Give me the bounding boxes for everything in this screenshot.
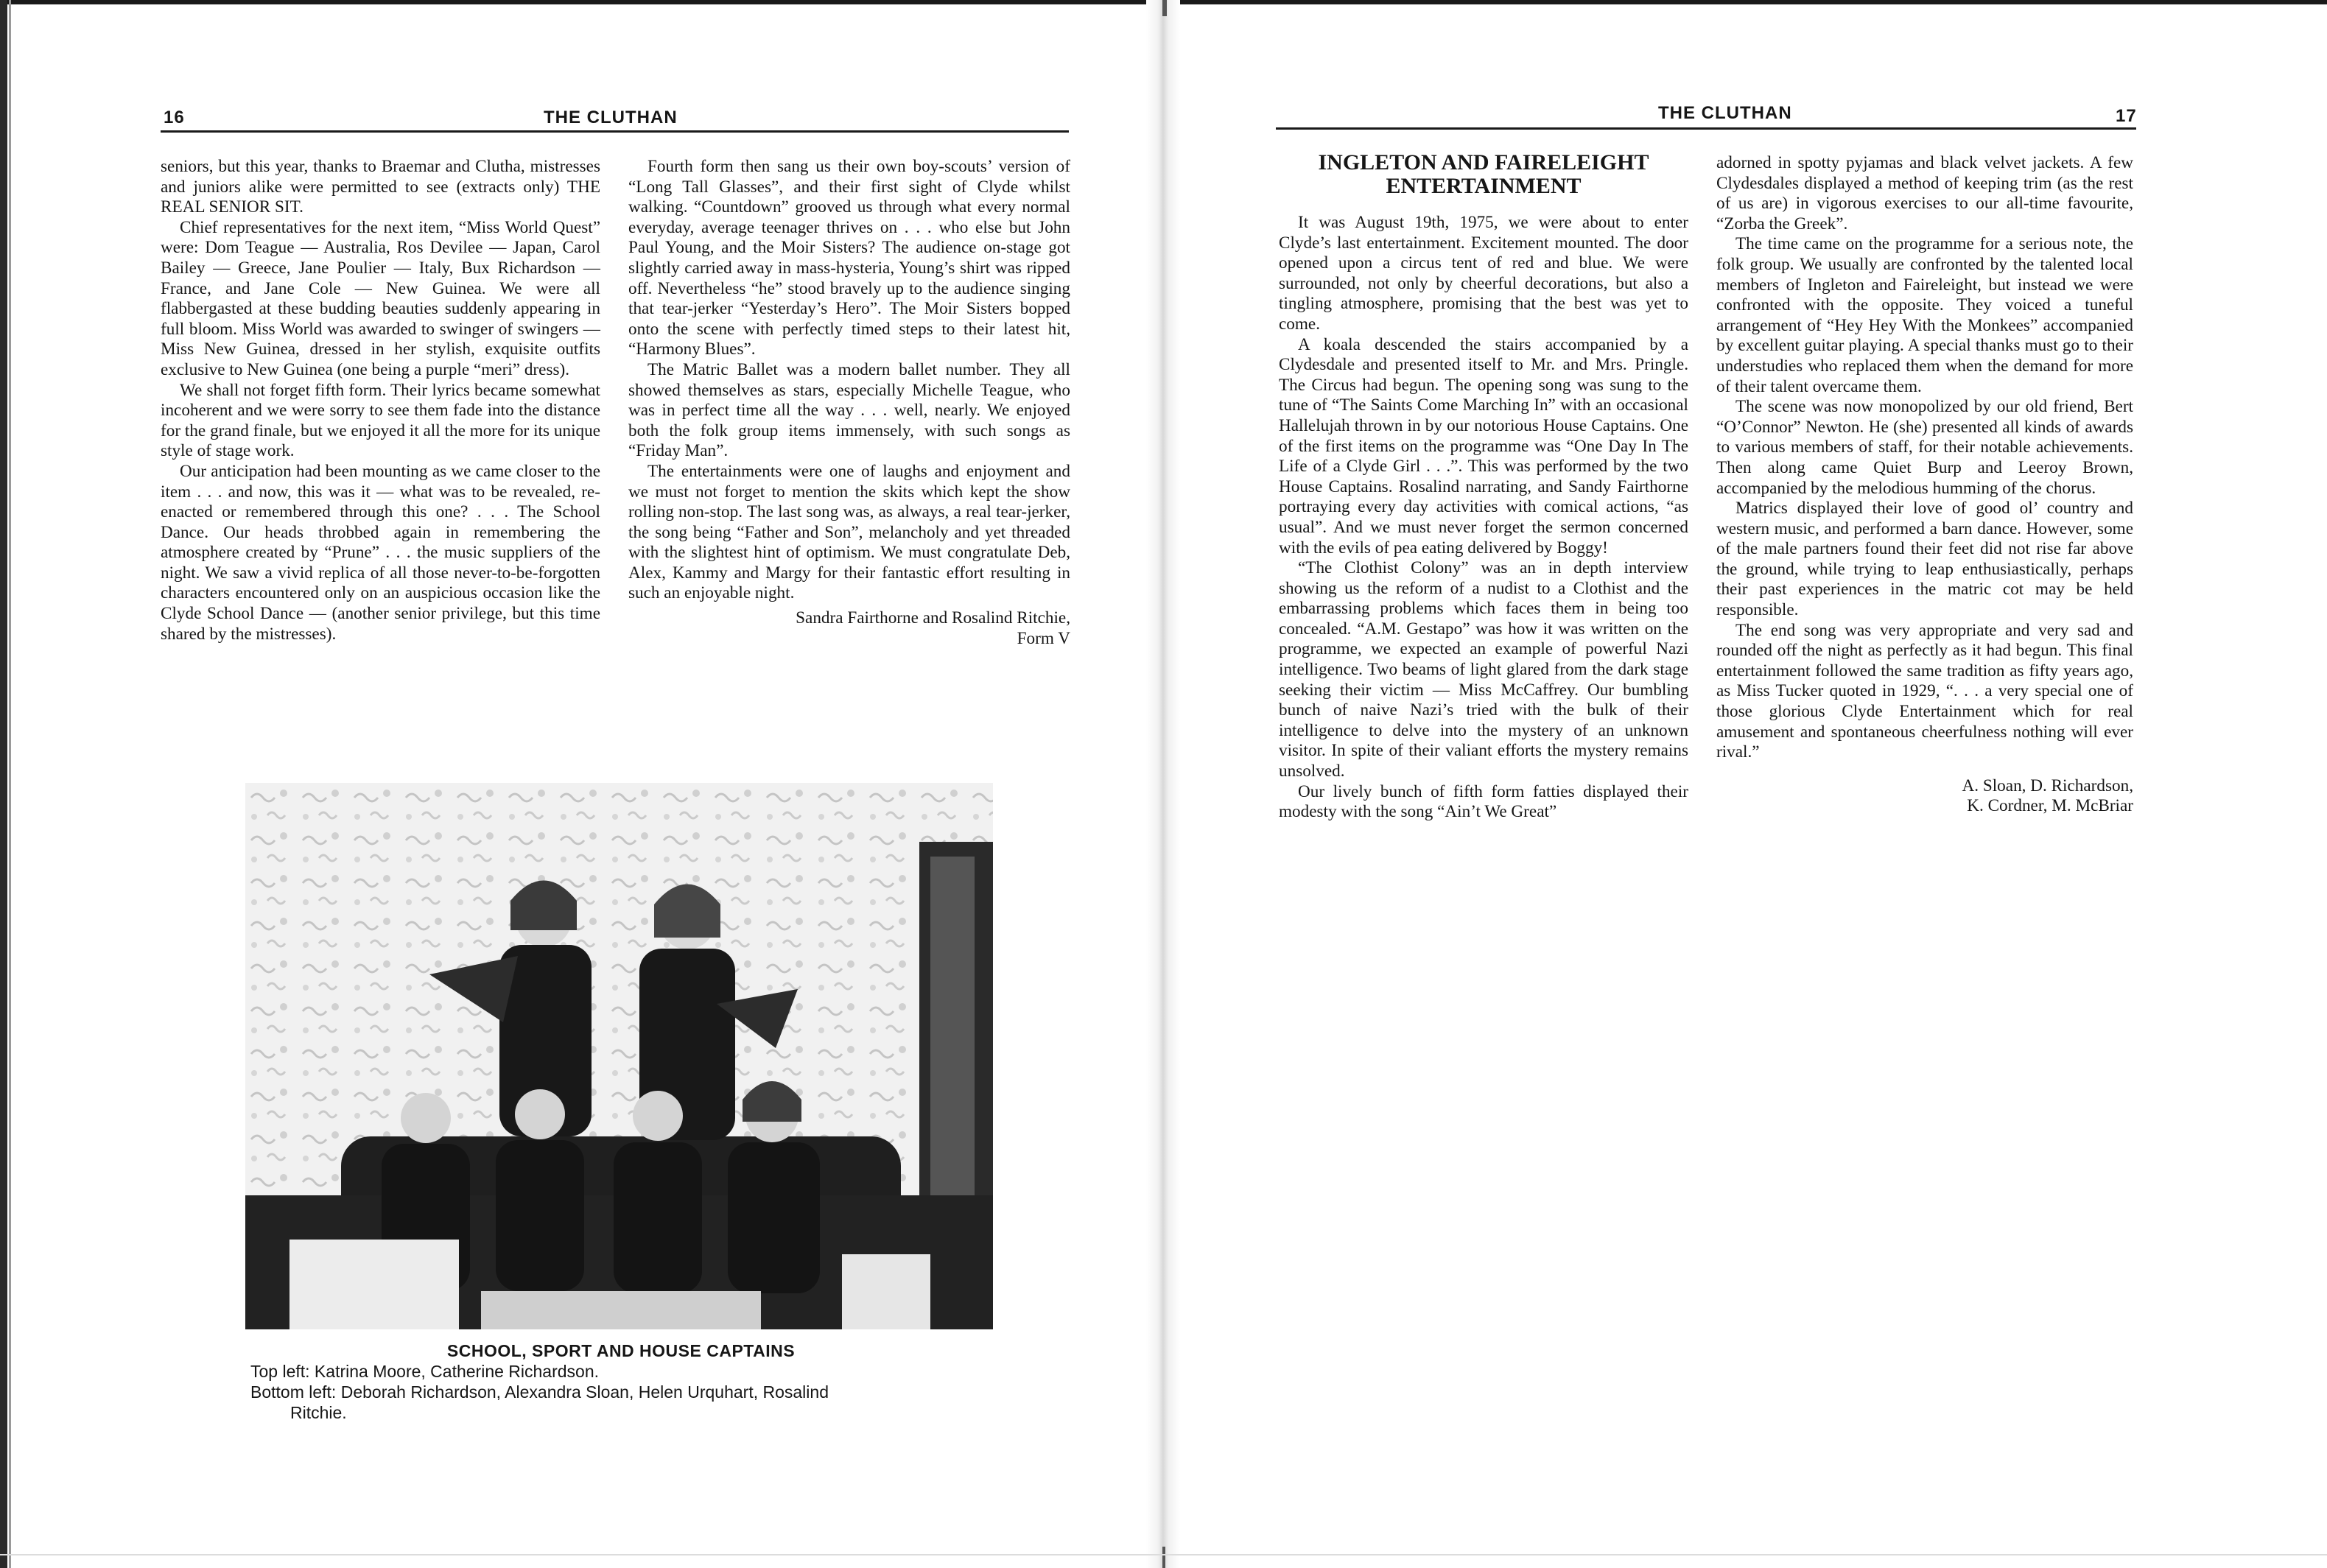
paragraph: A koala descended the stairs accompanied by a Clydesdale and presented itself to Mr. and Mrs. Pringle. The Circus had begun. The opening song was sung to the tune of “The Saints Come Marching In” with an occasional Hallelujah thrown in by our notorious House Captains. One of the first items on the programme was “One Day In The Life of a Clyde Girl . . .”. This was performed by the two House Captains. Rosalind narrating, and Sandy Fairthorne portraying every day activities with comical actions, “as usual”. And we must never forget the sermon concerned with the evils of pea eating delivered by Boggy! <box>1279 334 1688 558</box>
caption-line: Ritchie. <box>290 1403 347 1422</box>
paragraph: We shall not forget fifth form. Their lyrics became somewhat incoherent and we were sorry to see them fade into the distance for the grand finale, but we enjoyed it all the more for its unique style of stage work. <box>161 380 600 461</box>
article-signature <box>1716 776 2133 817</box>
page-number: 17 <box>2116 106 2137 126</box>
paragraph: The entertainments were one of laughs and enjoyment and we must not forget to mention the skits which kept the show rolling non-stop. The last song was, as always, a real tear-jerker, the song being “Father and Son”, melancholy and yet threaded with the slightest hint of optimism. We must congratulate Deb, Alex, Kammy and Margy for their fantastic effort resulting in such an enjoyable night. <box>628 461 1070 603</box>
left-page <box>0 0 1149 1568</box>
running-head: THE CLUTHAN <box>544 108 678 127</box>
paragraph: It was August 19th, 1975, we were about to enter Clyde’s last entertainment. Excitement mounted. The door opened upon a circus tent of red and blue. We were surrounded, not only by cheerful decorations, but also a tingling atmosphere, promising that the best was yet to come. <box>1279 213 1688 334</box>
book-spine <box>1146 0 1180 1568</box>
paragraph: The Matric Ballet was a modern ballet number. They all showed themselves as stars, especially Michelle Teague, who was in perfect time all the way . . . well, nearly. We enjoyed both the folk group items immensely, with such songs as “Friday Man”. <box>628 359 1070 461</box>
article-column-1 <box>161 157 600 644</box>
paragraph: Matrics displayed their love of good ol’ country and western music, and performed a barn dance. However, some of the male partners found their feet did not rise far above the ground, while trying to leap enthusiastically, perhaps their past experiences in the matric cot may be held responsible. <box>1716 499 2133 620</box>
caption-title: SCHOOL, SPORT AND HOUSE CAPTAINS <box>446 1341 796 1360</box>
caption-line: Bottom left: Deborah Richardson, Alexandra Sloan, Helen Urquhart, Rosalind <box>250 1382 829 1402</box>
photo-caption <box>250 1340 991 1423</box>
spine-mark-bottom <box>1162 1547 1165 1568</box>
header-rule <box>161 130 1069 133</box>
article-column-1 <box>1279 151 1688 823</box>
captains-photo <box>245 783 993 1329</box>
paragraph: Our lively bunch of fifth form fatties displayed their modesty with the song “Ain’t We Great” <box>1279 781 1688 822</box>
caption-line: Top left: Katrina Moore, Catherine Richardson. <box>250 1362 600 1381</box>
signature-names: K. Cordner, M. McBriar <box>1967 796 2133 816</box>
paragraph: seniors, but this year, thanks to Braemar and Clutha, mistresses and juniors alike were permitted to see (extracts only) THE REAL SENIOR SIT. <box>161 157 600 217</box>
paragraph: adorned in spotty pyjamas and black velvet jackets. A few Clydesdales displayed a method of keeping trim (as the rest of us are) in vigorous exercises to our all-time favourite, “Zorba the Greek”. <box>1716 153 2133 233</box>
signature-names: Sandra Fairthorne and Rosalind Ritchie, <box>796 608 1070 628</box>
spine-mark-top <box>1162 0 1167 16</box>
paragraph: The time came on the programme for a serious note, the folk group. We usually are confronted by the talented local members of Ingleton and Faireleight, but instead we were confronted with the opposite. They voiced a tuneful arrangement of “Hey Hey With the Monkees” accompanied by excellent guitar playing. A special thanks must go to their understudies who replaced them when the demand for more of their talent overcame them. <box>1716 234 2133 396</box>
paragraph: Fourth form then sang us their own boy-scouts’ version of “Long Tall Glasses”, and their first sight of Clyde whilst walking. “Countdown” grooved us through what every normal everyday, average teenager thrives on . . . who else but John Paul Young, and the Moir Sisters? The audience on-stage got slightly carried away in mass-hysteria, Young’s shirt was ripped off. Nevertheless “he” stood bravely up to the audience singing that tear-jerker “Yesterday’s Hero”. The Moir Sisters bopped onto the scene with perfectly timed steps to their latest hit, “Harmony Blues”. <box>628 157 1070 359</box>
signature-names: A. Sloan, D. Richardson, <box>1962 776 2133 795</box>
article-column-2 <box>628 157 1070 649</box>
article-headline <box>1279 151 1688 198</box>
headline-line: ENTERTAINMENT <box>1386 174 1582 198</box>
running-head: THE CLUTHAN <box>1658 103 1792 123</box>
paragraph: The end song was very appropriate and very sad and rounded off the night as perfectly as it had begun. This final entertainment followed the same tradition as fifty years ago, as Miss Tucker quoted in 1929, “. . . a very special one of those glorious Clyde Entertainment which for real amusement and spontaneous cheerfulness nothing will ever rival.” <box>1716 620 2133 762</box>
paragraph: Chief representatives for the next item, “Miss World Quest” were: Dom Teague — Australia, Ros Devilee — Japan, Carol Bailey — Greece, Jane Poulier — Italy, Bux Richardson — France, and Jane Cole — New Guinea. We were all flabbergasted at these budding beauties suddenly appearing in full bloom. Miss World was awarded to swinger of swingers — Miss New Guinea, dressed in her stylish, exquisite outfits exclusive to New Guinea (one being a purple “meri” dress). <box>161 217 600 379</box>
signature-form: Form V <box>1017 628 1070 648</box>
header-rule <box>1276 127 2136 130</box>
paragraph: “The Clothist Colony” was an in depth interview showing us the reform of a nudist to a Clothist and the embarrassing problems which faces them in being too concealed. “A.M. Gestapo” was how it was written on the programme, we expected an example of powerful Nazi intelligence. Two beams of light glared from the dark stage seeking their victim — Miss McCaffrey. Our bumbling bunch of naive Nazi’s tried with the bulk of their intelligence to delve into the mystery of an unknown visitor. In spite of their valiant efforts the mystery remains unsolved. <box>1279 558 1688 781</box>
paragraph: The scene was now monopolized by our old friend, Bert “O’Connor” Newton. He (she) presented all kinds of awards to various members of staff, for their notable achievements. Then along came Quiet Burp and Leeroy Brown, accompanied by the melodious humming of the chorus. <box>1716 397 2133 498</box>
page-number: 16 <box>164 108 185 127</box>
photo-image <box>245 783 993 1329</box>
headline-line: INGLETON AND FAIRELEIGHT <box>1318 150 1649 175</box>
article-signature <box>628 608 1070 649</box>
article-column-2 <box>1716 153 2133 817</box>
right-page <box>1179 0 2327 1568</box>
paragraph: Our anticipation had been mounting as we came closer to the item . . . and now, this was it — what was to be revealed, re-enacted or remembered through this one? . . . The School Dance. Our heads throbbed again in remembering the atmosphere created by “Prune” . . . the music suppliers of the night. We saw a vivid replica of all those never-to-be-forgotten characters encountered only on an auspicious occasion like the Clyde School Dance — (another senior privilege, but this time shared by the mistresses). <box>161 461 600 644</box>
